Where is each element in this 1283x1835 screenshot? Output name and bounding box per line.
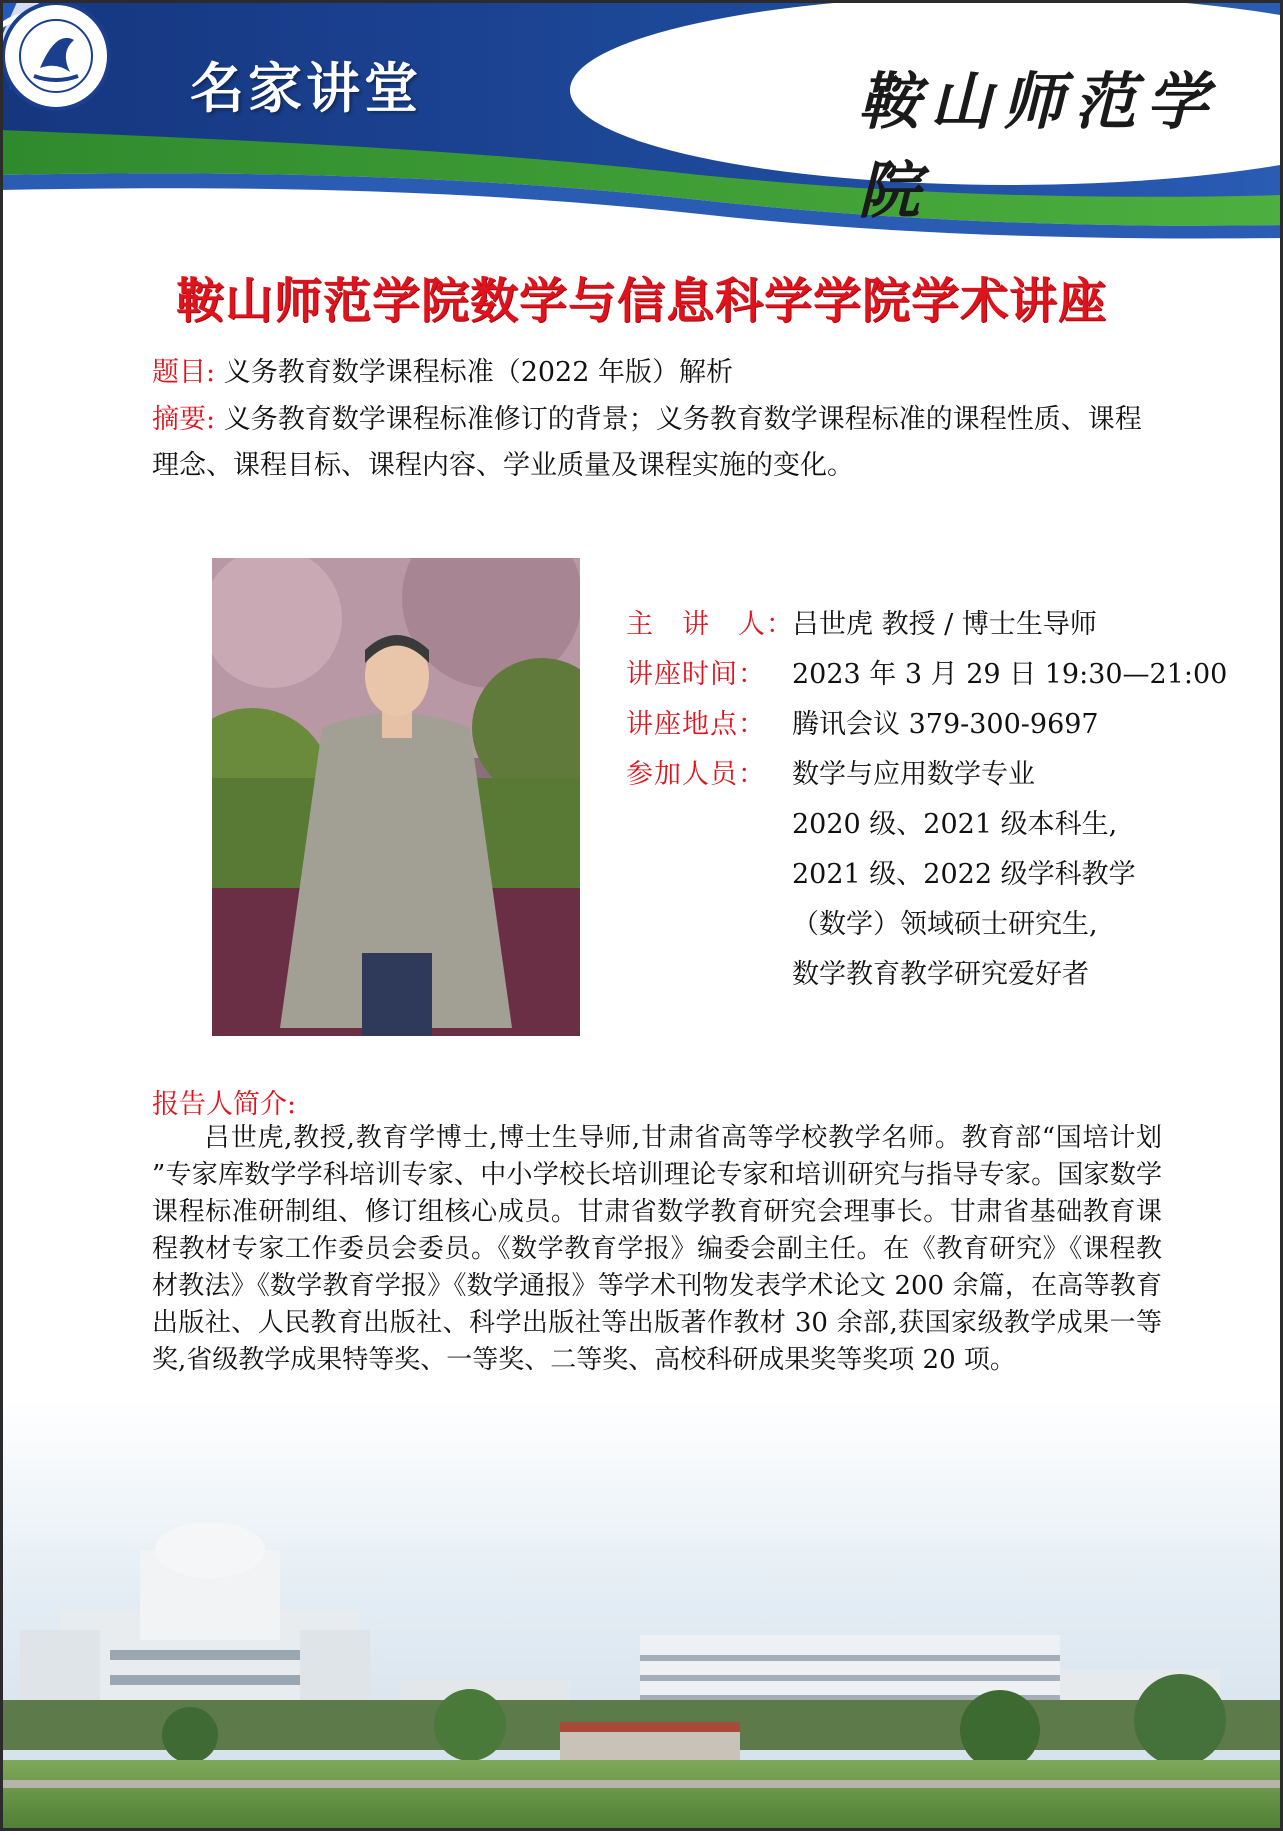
abstract-label: 摘要:: [152, 404, 216, 435]
speaker-label: 主 讲 人：: [626, 609, 794, 640]
topic-line: [152, 350, 1162, 396]
time-row: [626, 650, 1227, 700]
abstract-block: [152, 397, 1162, 489]
brand-text: 名家讲堂: [190, 57, 422, 120]
topic-text: 义务教育数学课程标准（2022 年版）解析: [223, 357, 733, 388]
school-name: 鞍山师范学院: [858, 65, 1219, 227]
attendees-line: 2021 级、2022 级学科教学: [792, 859, 1136, 890]
place-row: [626, 700, 1227, 750]
place-value: 腾讯会议 379-300-9697: [792, 709, 1099, 740]
speaker-value: 吕世虎 教授 / 博士生导师: [792, 609, 1097, 640]
attendees-line: 2020 级、2021 级本科生,: [792, 809, 1118, 840]
speaker-row: [626, 600, 1227, 650]
bio-text: 吕世虎,教授,教育学博士,博士生导师,甘肃省高等学校教学名师。教育部“国培计划 ”专家库数学学科培训专家、中小学校长培训理论专家和培训研究与指导专家。国家数学课程标准研制组、修订组核心成员。甘肃省数学教育研究会理事长。甘肃省基础教育课程教材专家工作委员会委员。《数学教育学报》编委会副主任。在《教育研究》《课程教材教法》《数学教育学报》《数学通报》等学术刊物发表学术论文 200 余篇，在高等教育出版社、人民教育出版社、科学出版社等出版著作教材 30 余部,获国家级教学成果一等奖,省级教学成果特等奖、一等奖、二等奖、高校科研成果奖等奖项 20 项。: [152, 1123, 1162, 1375]
attendees-label: 参加人员：: [626, 759, 766, 790]
speaker-photo: [212, 558, 580, 1036]
school-seal-logo: [0, 0, 112, 112]
lecture-info: [626, 600, 1227, 1000]
bio-label: 报告人简介:: [152, 1089, 297, 1120]
time-label: 讲座时间：: [626, 659, 766, 690]
topic-label: 题目:: [152, 357, 216, 388]
abstract-text: 义务教育数学课程标准修订的背景；义务教育数学课程标准的课程性质、课程理念、课程目标、课程内容、学业质量及课程实施的变化。: [152, 404, 1142, 481]
place-label: 讲座地点：: [626, 709, 766, 740]
attendees-line: （数学）领域硕士研究生,: [792, 909, 1098, 940]
attendees-row: [626, 750, 1227, 800]
campus-scene-image: [0, 1400, 1283, 1831]
time-value: 2023 年 3 月 29 日 19:30—21:00: [792, 659, 1228, 690]
page-title: 鞍山师范学院数学与信息科学学院学术讲座: [175, 273, 1107, 329]
attendees-line: 数学与应用数学专业: [792, 759, 1035, 790]
attendees-line: 数学教育教学研究爱好者: [792, 959, 1089, 990]
header-banner: [0, 0, 1283, 270]
